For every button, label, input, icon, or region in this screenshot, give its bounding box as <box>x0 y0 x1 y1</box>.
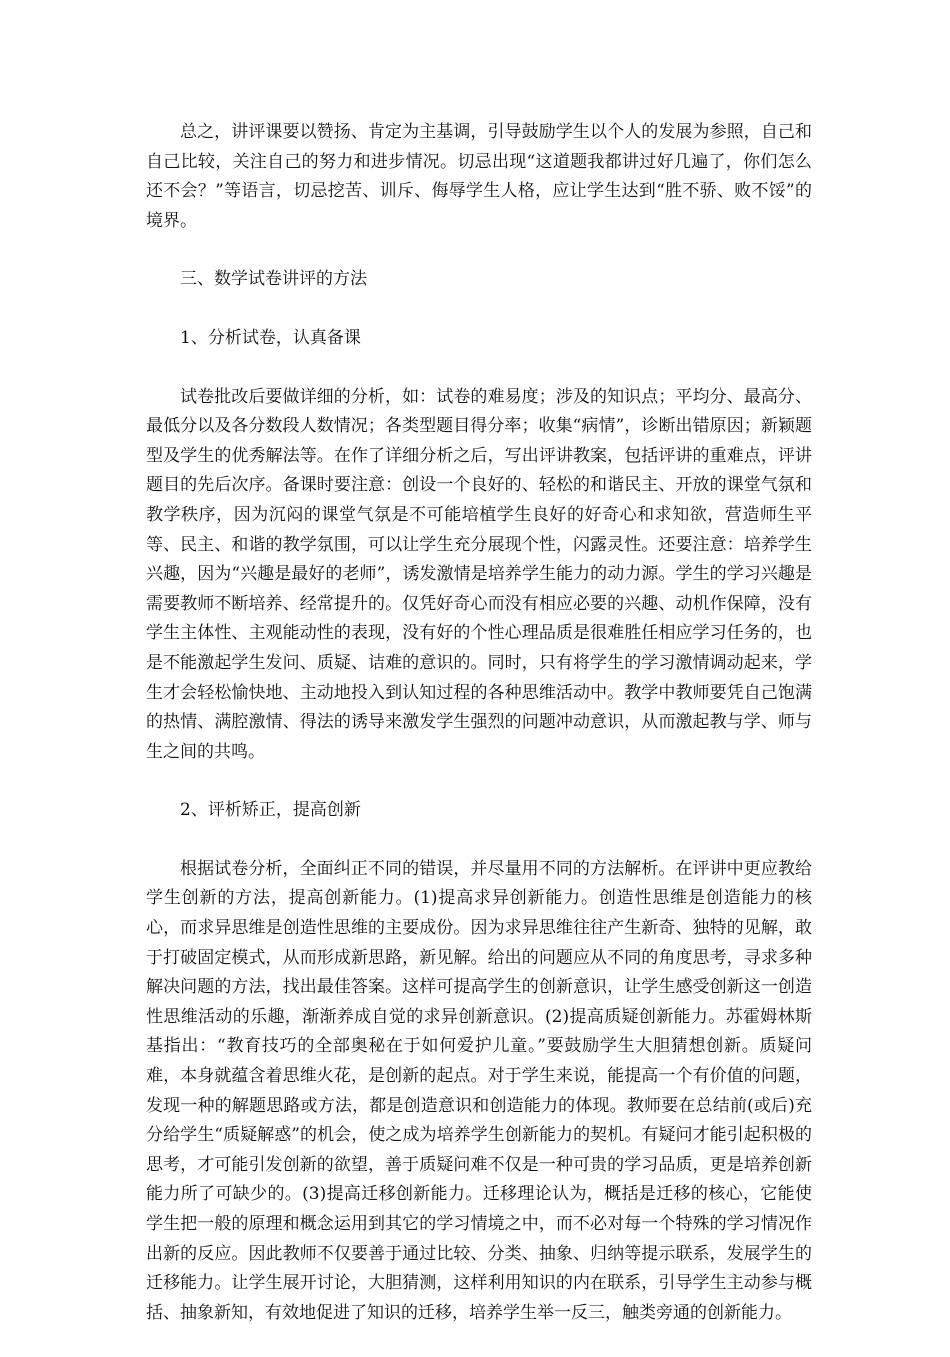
document-body <box>146 118 812 1357</box>
paragraph-analyze-paper: 试卷批改后要做详细的分析，如：试卷的难易度；涉及的知识点；平均分、最高分、最低分以及各分数段人数情况；各类型题目得分率；收集“病情”，诊断出错原因；新颖题型及学生的优秀解法等。在作了详细分析之后，写出评讲教案，包括评讲的重难点，评讲题目的先后次序。备课时要注意：创设一个良好的、轻松的和谐民主、开放的课堂气氛和教学秩序，因为沉闷的课堂气氛是不可能培植学生良好的好奇心和求知欲，营造师生平等、民主、和谐的教学氛围，可以让学生充分展现个性，闪露灵性。还要注意：培养学生兴趣，因为“兴趣是最好的老师”，诱发激情是培养学生能力的动力源。学生的学习兴趣是需要教师不断培养、经常提升的。仅凭好奇心而没有相应必要的兴趣、动机作保障，没有学生主体性、主观能动性的表现，没有好的个性心理品质是很难胜任相应学习任务的，也是不能激起学生发问、质疑、诘难的意识的。同时，只有将学生的学习激情调动起来，学生才会轻松愉快地、主动地投入到认知过程的各种思维活动中。教学中教师要凭自己饱满的热情、满腔激情、得法的诱导来激发学生强烈的问题冲动意识，从而激起教与学、师与生之间的共鸣。 <box>146 386 812 762</box>
subheading-analyze-paper: 1、分析试卷，认真备课 <box>180 327 361 348</box>
paragraph-summary: 总之，讲评课要以赞扬、肯定为主基调，引导鼓励学生以个人的发展为参照，自己和自己比较，关注自己的努力和进步情况。切忌出现“这道题我都讲过好几遍了，你们怎么还不会？”等语言，切忌挖苦、训斥、侮辱学生人格，应让学生达到“胜不骄、败不馁”的境界。 <box>146 122 812 231</box>
section-heading-methods: 三、数学试卷讲评的方法 <box>180 269 367 290</box>
subheading-correct-innovate: 2、评析矫正，提高创新 <box>180 800 361 821</box>
paragraph-correct-innovate: 根据试卷分析，全面纠正不同的错误，并尽量用不同的方法解析。在评讲中更应教给学生创新的方法，提高创新能力。(1)提高求异创新能力。创造性思维是创造能力的核心，而求异思维是创造性思维的主要成份。因为求异思维往往产生新奇、独特的见解，敢于打破固定模式，从而形成新思路，新见解。给出的问题应从不同的角度思考，寻求多种解决问题的方法，找出最佳答案。这样可提高学生的创新意识，让学生感受创新这一创造性思维活动的乐趣，渐渐养成自觉的求异创新意识。(2)提高质疑创新能力。苏霍姆林斯基指出：“教育技巧的全部奥秘在于如何爱护儿童。”要鼓励学生大胆猜想创新。质疑问难，本身就蕴含着思维火花，是创新的起点。对于学生来说，能提高一个有价值的问题，发现一种的解题思路或方法，都是创造意识和创造能力的体现。教师要在总结前(或后)充分给学生“质疑解惑”的机会，使之成为培养学生创新能力的契机。有疑问才能引起积极的思考，才可能引发创新的欲望，善于质疑问难不仅是一种可贵的学习品质，更是培养创新能力所了可缺少的。(3)提高迁移创新能力。迁移理论认为，概括是迁移的核心，它能使学生把一般的原理和概念运用到其它的学习情境之中，而不必对每一个特殊的学习情况作出新的反应。因此教师不仅要善于通过比较、分类、抽象、归纳等提示联系，发展学生的迁移能力。让学生展开讨论，大胆猜测，这样利用知识的内在联系，引导学生主动参与概括、抽象新知，有效地促进了知识的迁移，培养学生举一反三，触类旁通的创新能力。 <box>146 858 812 1323</box>
